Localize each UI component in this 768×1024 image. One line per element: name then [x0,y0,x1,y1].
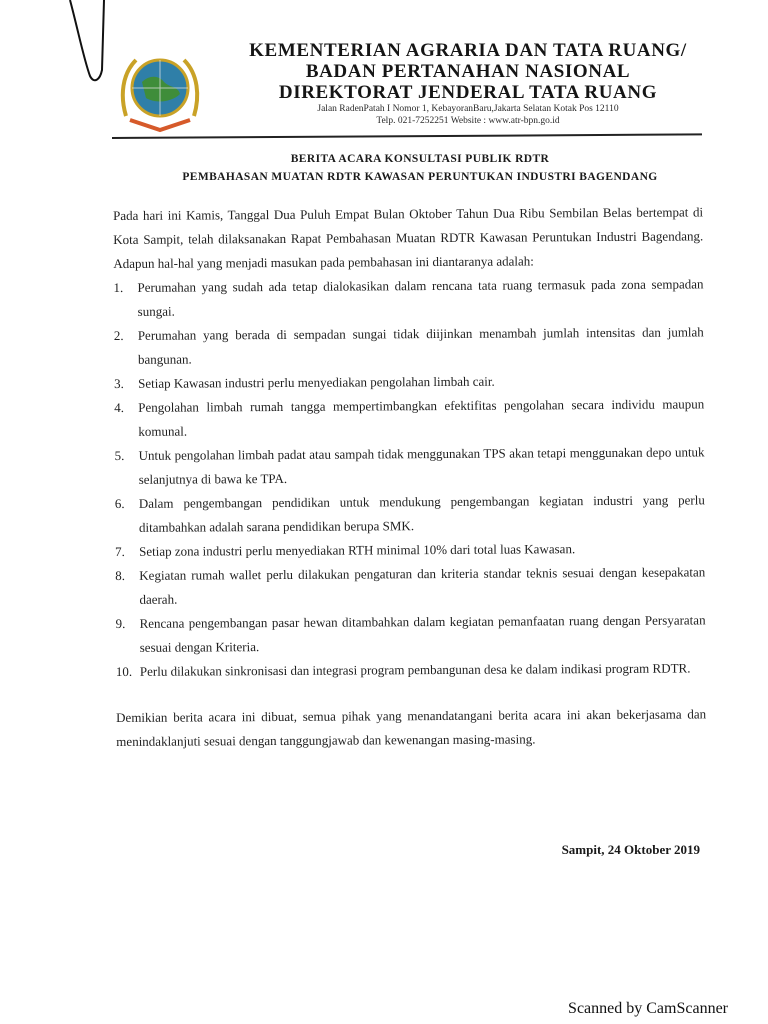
list-item-number: 2. [113,327,124,343]
letterhead-agency: BADAN PERTANAHAN NASIONAL [305,61,631,82]
letterhead-divider [112,133,702,139]
list-item-text: Dalam pengembangan pendidikan untuk mendukung pengembangan kegiatan industri yang perlu ditambahkan adalah sarana pendidikan berupa SMK. [138,492,705,535]
document-body [113,200,706,754]
scanner-watermark: Scanned by CamScanner [568,1000,728,1017]
list-item-number: 3. [114,375,124,391]
list-item-text: Rencana pengembangan pasar hewan ditambahkan dalam kegiatan pemanfaatan ruang dengan Persyaratan sesuai dengan Kriteria. [139,612,706,655]
list-item [114,320,704,372]
list-item-text: Perumahan yang sudah ada tetap dialokasikan dalam rencana tata ruang termasuk pada zona sempadan sungai. [137,276,704,319]
place-and-date: Sampit, 24 Oktober 2019 [561,842,700,857]
list-item [114,392,704,444]
letterhead-directorate: DIREKTORAT JENDERAL TATA RUANG [278,82,658,103]
list-item [115,536,705,564]
list-item-text: Untuk pengolahan limbah padat atau sampah tidak menggunakan TPS akan tetapi menggunakan depo untuk selanjutnya di bawa ke TPA. [138,444,705,487]
list-item [115,560,705,612]
ministry-logo [116,46,204,134]
list-item-number: 5. [114,447,125,463]
letterhead [218,40,718,127]
list-item-number: 9. [115,615,126,631]
list-item-text: Perlu dilakukan sinkronisasi dan integrasi program pembangunan desa ke dalam indikasi program RDTR. [139,660,691,679]
list-item [113,272,703,324]
list-item-number: 6. [114,495,125,511]
letterhead-address: Jalan RadenPatah I Nomor 1, KebayoranBaru,Jakarta Selatan Kotak Pos 12110 [317,104,619,114]
binding-loop-mark [60,0,120,90]
title-line-1: BERITA ACARA KONSULTASI PUBLIK RDTR [290,153,550,165]
list-item [115,488,705,540]
input-list [113,272,705,684]
list-item-text: Pengolahan limbah rumah tangga mempertimbangkan efektifitas pengolahan secara individu maupun komunal. [138,396,705,439]
list-item [115,608,705,660]
list-item-text: Kegiatan rumah wallet perlu dilakukan pengaturan dan kriteria standar teknis sesuai dengan kesepakatan daerah. [139,564,706,607]
document-title [120,150,720,186]
list-item-text: Perumahan yang berada di sempadan sungai tidak diijinkan menambah jumlah intensitas dan jumlah bangunan. [137,324,704,367]
list-item [114,440,704,492]
list-item-number: 10. [115,663,133,679]
list-item-text: Setiap Kawasan industri perlu menyediakan pengolahan limbah cair. [138,373,495,391]
list-item [116,656,706,684]
letterhead-contact: Telp. 021-7252251 Website : www.atr-bpn.go.id [376,116,560,126]
list-item-number: 7. [115,543,125,559]
closing-paragraph: Demikian berita acara ini dibuat, semua pihak yang menandatangani berita acara ini akan bekerjasama dan menindaklanjuti sesuai dengan tanggungjawab dan kewenangan masing-masing. [116,706,707,749]
list-item-number: 1. [113,279,124,295]
list-item-text: Setiap zona industri perlu menyediakan RTH minimal 10% dari total luas Kawasan. [139,541,576,559]
list-item [114,368,704,396]
title-line-2: PEMBAHASAN MUATAN RDTR KAWASAN PERUNTUKAN INDUSTRI BAGENDANG [182,171,658,183]
intro-paragraph: Pada hari ini Kamis, Tanggal Dua Puluh Empat Bulan Oktober Tahun Dua Ribu Sembilan Belas bertempat di Kota Sampit, telah dilaksanakan Rapat Pembahasan Muatan RDTR Kawasan Peruntukan Industri Bagendang. Adapun hal-hal yang menjadi masukan pada pembahasan ini diantaranya adalah: [113,204,704,271]
list-item-number: 8. [115,567,126,583]
letterhead-ministry: KEMENTERIAN AGRARIA DAN TATA RUANG/ [249,40,687,61]
list-item-number: 4. [114,399,125,415]
